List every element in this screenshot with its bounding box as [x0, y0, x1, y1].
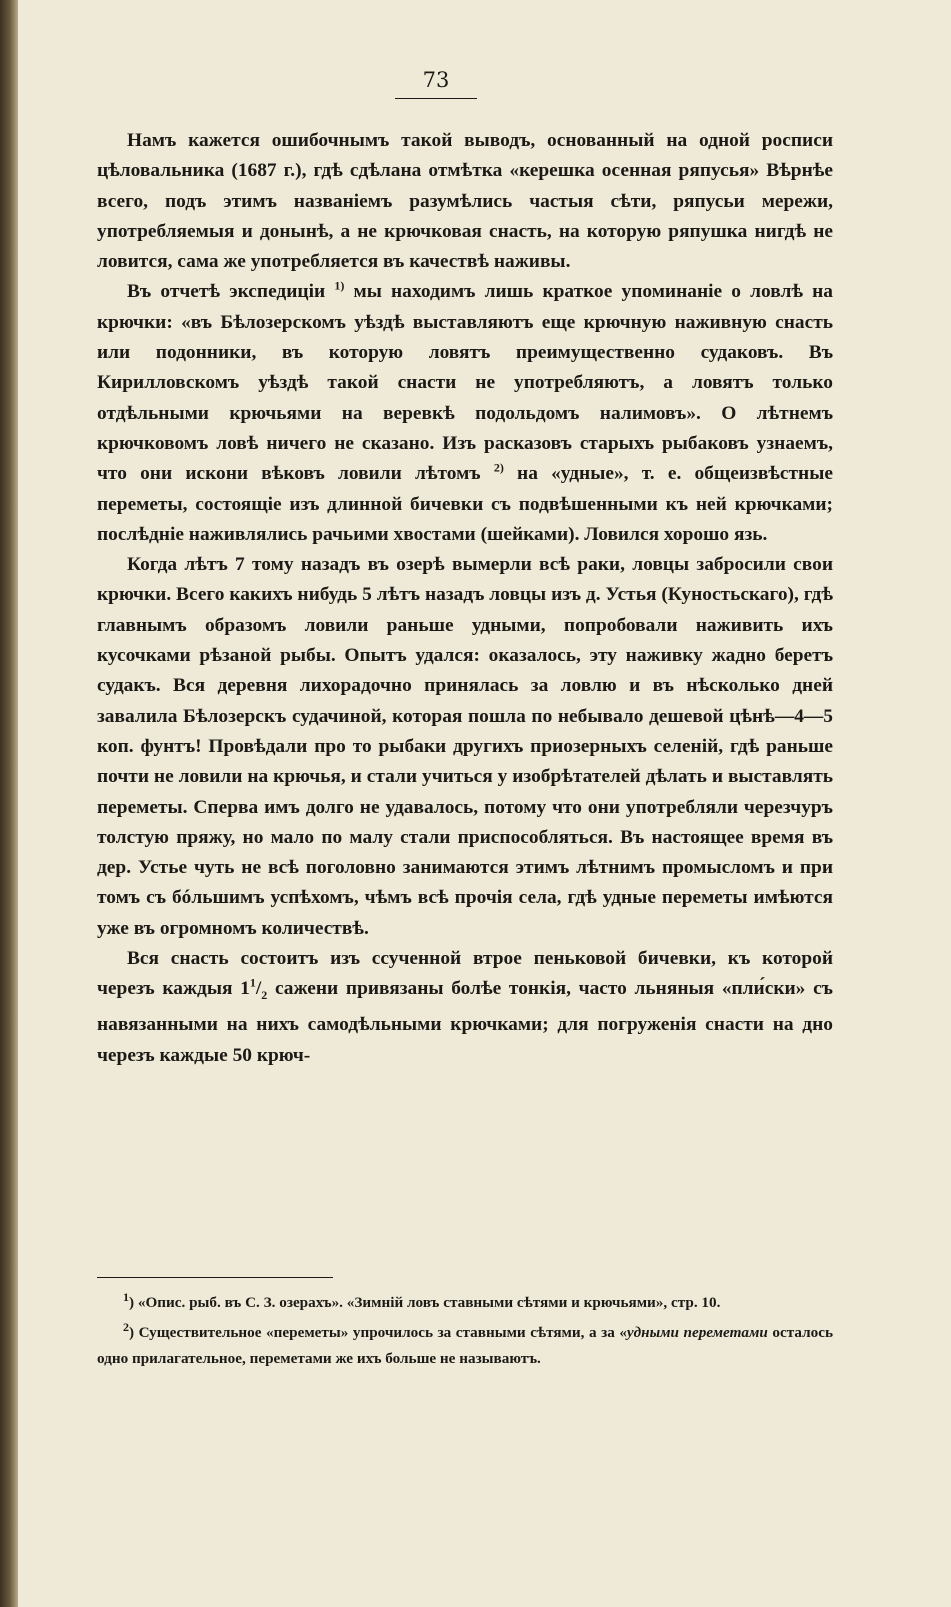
- paragraph: [97, 550, 833, 944]
- paragraph-text: мы находимъ лишь краткое упоминаніе о ловлѣ на крючки: «въ Бѣлозерскомъ уѣздѣ выставляютъ еще крючную наживную снасть или подонники, въ которую ловятъ преимущественно судаковъ. Въ Кирилловскомъ уѣздѣ такой снасти не употребляютъ, а ловятъ только отдѣльными крючьями на веревкѣ подольдомъ налимовъ». О лѣтнемъ крючковомъ ловѣ ничего не сказано. Изъ расказовъ старыхъ рыбаковъ узнаемъ, что они искони вѣковъ ловили лѣтомъ: [97, 281, 834, 485]
- page-number: 73: [395, 68, 477, 99]
- footnote-ref: 1): [334, 279, 345, 294]
- main-text: [97, 126, 833, 1071]
- footnote: $^2$) Существительное «переметы» упрочилось за ставными сѣтями, а за «удными переметами осталось одно прилагательное, переметами же ихъ больше не называютъ.: [97, 1319, 833, 1367]
- footnote-mark: 2: [123, 1319, 129, 1334]
- book-spine-shadow: [0, 0, 18, 1607]
- paragraph-text: Когда лѣтъ 7 тому назадъ въ озерѣ вымерли всѣ раки, ловцы забросили свои крючки. Всего какихъ нибудь 5 лѣтъ назадъ ловцы изъ д. Устья (Куностьскаго), гдѣ главнымъ образомъ ловили раньше удными, попробовали наживить ихъ кусочками рѣзаной рыбы. Опытъ удался: оказалось, эту наживку жадно беретъ судакъ. Вся деревня лихорадочно принялась за ловлю и въ нѣсколько дней завалила Бѣлозерскъ судачиной, которая пошла по небывало дешевой цѣнѣ—4—5 коп. фунтъ! Провѣдали про то рыбаки другихъ приозерныхъ селеній, гдѣ раньше почти не ловили на крючья, и стали учиться у изобрѣтателей дѣлать и выставлять переметы. Сперва имъ долго не удавалось, потому что они употребляли черезчуръ толстую пряжу, но мало по малу стали приспособляться. Въ настоящее время въ дер. Устье чуть не всѣ поголовно занимаются этимъ лѣтнимъ промысломъ и при томъ съ бóльшимъ успѣхомъ, чѣмъ всѣ прочія села, гдѣ удные переметы имѣются уже въ огромномъ количествѣ.: [97, 554, 833, 939]
- fraction-numerator: 1: [249, 975, 256, 990]
- paragraph-text: Намъ кажется ошибочнымъ такой выводъ, основанный на одной росписи цѣловальника (1687 г.), гдѣ сдѣлана отмѣтка «керешка осенная ряпусья» Вѣрнѣе всего, подъ этимъ названіемъ разумѣлись частыя сѣти, ряпусьи мережи, употребляемыя и донынѣ, а не крючковая снасть, на которую ряпушка нигдѣ не ловится, сама же употребляется въ качествѣ наживы.: [97, 130, 833, 273]
- paragraph-text: Вся снасть состоитъ изъ ссученной втрое пеньковой бичевки, къ которой черезъ каждыя: [97, 948, 833, 1000]
- paragraph: [97, 944, 833, 1071]
- fraction-whole: 1: [240, 978, 250, 1000]
- fraction-denominator: 2: [261, 988, 268, 1003]
- footnote-text: «Опис. рыб. въ С. З. озерахъ». «Зимній ловъ ставными сѣтями и крючьями», стр. 10.: [137, 1294, 721, 1311]
- footnote-ref-number: 2: [493, 460, 500, 475]
- footnote-text: Существительное «переметы» упрочилось за ставными сѣтями, а за «: [138, 1324, 627, 1341]
- paragraph: [97, 277, 833, 550]
- footnote: $^1$) «Опис. рыб. въ С. З. озерахъ». «Зимній ловъ ставными сѣтями и крючьями», стр. 10.: [123, 1289, 721, 1311]
- paragraph-text: Въ отчетѣ экспедиціи: [127, 281, 326, 303]
- footnotes: [97, 1290, 833, 1376]
- fraction: $1^1/_2$: [240, 975, 268, 1003]
- footnote-mark: 1: [123, 1289, 129, 1304]
- paragraph: [97, 126, 833, 277]
- footnote-text: осталось одно прилагательное, переметами же ихъ больше не называютъ.: [97, 1324, 833, 1367]
- footnote-divider: [97, 1277, 333, 1278]
- paragraph-text: сажени привязаны болѣе тонкія, часто льняныя «пли́ски» съ навязанными на нихъ самодѣльными крючками; для погруженія снасти на дно черезъ каждые 50 крюч-: [97, 978, 833, 1066]
- footnote-ref: 2): [493, 460, 504, 475]
- footnote-italic-text: удными переметами: [626, 1324, 768, 1341]
- footnote-ref-number: 1: [334, 279, 341, 294]
- paragraph-text: на «удные», т. е. общеизвѣстные переметы, состоящіе изъ длинной бичевки съ подвѣшенными къ ней крючками; послѣдніе наживлялись рачьими хвостами (шейками). Ловился хорошо язь.: [97, 463, 833, 545]
